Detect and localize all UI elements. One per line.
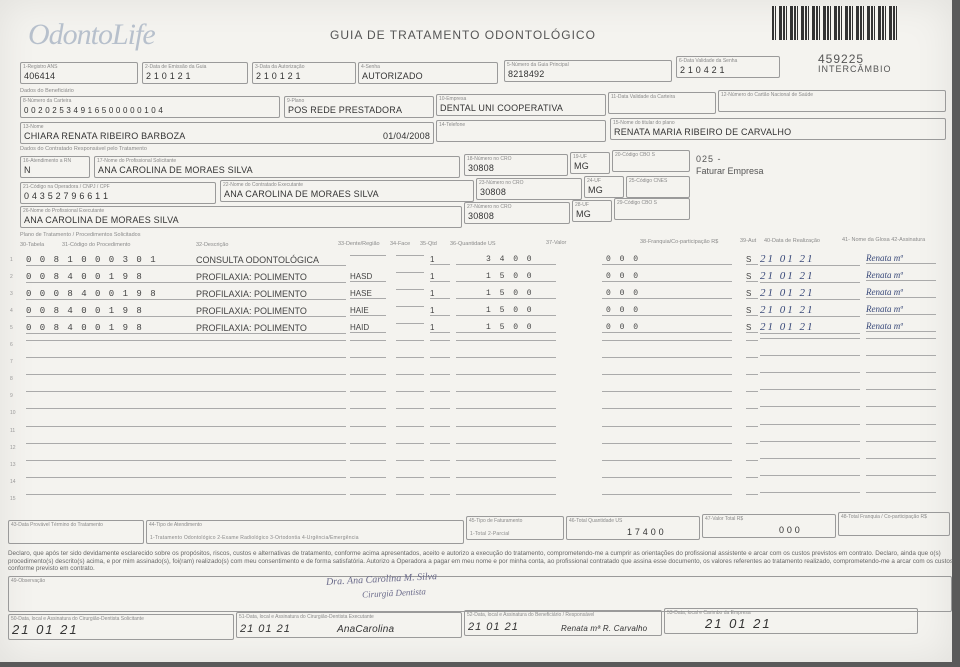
- assinatura-solicitante-field[interactable]: 50-Data, local e Assinatura do Cirurgião-Dentista Solicitante 21 01 21: [8, 614, 234, 640]
- cartao-nacional-field[interactable]: 12-Número do Cartão Nacional de Saúde: [718, 90, 946, 112]
- qtd-cell[interactable]: 1: [430, 306, 450, 316]
- cod-operadora-field[interactable]: 21-Código na Operadora / CNPJ / CPF 0 4 3 5 2 7 9 6 6 1 1: [20, 182, 216, 204]
- dente-regiao-cell[interactable]: [350, 426, 386, 427]
- procedure-code-cell[interactable]: 0 0 8 1 0 0 0 3 0 1: [26, 255, 196, 266]
- guia-principal-field[interactable]: 5-Número da Guia Principal 8218492: [504, 60, 672, 82]
- col-aut: 39-Aut: [740, 238, 757, 244]
- col-valor: 37-Valor: [546, 240, 567, 246]
- declaration-text: Declaro, que após ter sido devidamente esclarecido sobre os propósitos, riscos, custos e alternativas de tratamento, conforme acima apresentados, aceito e autorizo a execução do tratamento, comprometendo-me a cumprir as orientações do profissional assistente e arcar com os custos previstos em contrato. Declaro, ainda que o(s) procedimento(s) descrito(s) acima, e por mim assinado(s), foi(ram) realizado(s) com meu consentimento e de forma satisfatória. Autorizo a Operadora a pagar em meu nome e por minha conta, ao profissional contratado que assina esse documento, os valores referentes ao tratamento realizado, comprometendo-me a arcar com os custos conforme previsto em contrato.: [8, 550, 953, 572]
- assinatura-cell[interactable]: [866, 406, 936, 407]
- cro-solicitante-field[interactable]: 18-Número no CRO 30808: [464, 154, 568, 176]
- tipo-faturamento-field[interactable]: 45-Tipo de Faturamento 1-Total 2-Parcial: [466, 516, 564, 540]
- qtd-cell[interactable]: [430, 460, 450, 461]
- prof-solicitante-field[interactable]: 17-Nome do Profissional Solicitante ANA CAROLINA DE MORAES SILVA: [94, 156, 460, 178]
- titular-field[interactable]: 15-Nome do titular do plano RENATA MARIA RIBEIRO DE CARVALHO: [610, 118, 946, 140]
- description-cell[interactable]: CONSULTA ODONTOLÓGICA: [196, 255, 346, 266]
- description-cell[interactable]: [196, 374, 346, 375]
- description-cell[interactable]: [196, 426, 346, 427]
- row-number: 8: [10, 376, 13, 383]
- uf-solicitante-field[interactable]: 19-UF MG: [570, 152, 610, 174]
- contratado-executante-field[interactable]: 22-Nome do Contratado Executante ANA CAROLINA DE MORAES SILVA: [220, 180, 474, 202]
- face-cell[interactable]: [396, 340, 424, 341]
- dente-regiao-cell[interactable]: [350, 460, 386, 461]
- carimbo-empresa-field[interactable]: 53-Data, local e Carimbo da Empresa 21 01 21: [664, 608, 918, 634]
- page-title: GUIA DE TRATAMENTO ODONTOLÓGICO: [330, 28, 596, 42]
- data-realizacao-cell[interactable]: [760, 424, 860, 425]
- cbo-prof-executante-field[interactable]: 29-Código CBO S: [614, 198, 690, 220]
- procedure-code-cell[interactable]: 0 0 8 4 0 0 1 9 8: [26, 272, 196, 283]
- assinatura-cell[interactable]: [866, 458, 936, 459]
- section-contratado: Dados do Contratado Responsável pelo Tratamento: [20, 146, 147, 152]
- intercambio-label: INTERCÂMBIO: [818, 64, 892, 74]
- description-cell[interactable]: PROFILAXIA: POLIMENTO: [196, 306, 346, 317]
- row-number: 9: [10, 393, 13, 400]
- face-cell[interactable]: [396, 426, 424, 427]
- data-realizacao-cell[interactable]: [760, 492, 860, 493]
- assinatura-cell[interactable]: [866, 441, 936, 442]
- face-cell[interactable]: [396, 391, 424, 392]
- guide-number: 459225: [818, 52, 865, 66]
- dente-regiao-cell[interactable]: [350, 391, 386, 392]
- description-cell[interactable]: PROFILAXIA: POLIMENTO: [196, 272, 346, 283]
- qtd-us-cell[interactable]: 3 4 0 0: [456, 255, 556, 265]
- qtd-us-cell[interactable]: 1 5 0 0: [456, 289, 556, 299]
- row-number: 14: [10, 478, 16, 485]
- assinatura-cell[interactable]: Renata mª: [866, 253, 936, 264]
- qtd-us-cell[interactable]: [456, 391, 556, 392]
- aut-cell[interactable]: [746, 357, 758, 358]
- assinatura-beneficiario-field[interactable]: 52-Data, local e Assinatura do Beneficiário / Responsável 21 01 21 Renata mª R. Carvalho: [464, 610, 662, 636]
- dente-regiao-cell[interactable]: HAIE: [350, 306, 386, 316]
- procedure-code-cell[interactable]: [26, 391, 196, 392]
- data-realizacao-cell[interactable]: 21 01 21: [760, 253, 860, 266]
- aut-cell[interactable]: S: [746, 272, 758, 282]
- table-row: [10, 373, 940, 388]
- table-row: [10, 305, 940, 320]
- data-nascimento: 01/04/2008: [383, 131, 431, 141]
- plano-field[interactable]: 9-Plano POS REDE PRESTADORA: [284, 96, 434, 118]
- row-number: 10: [10, 410, 16, 417]
- table-row: [10, 339, 940, 354]
- qtd-cell[interactable]: 1: [430, 272, 450, 282]
- description-cell[interactable]: PROFILAXIA: POLIMENTO: [196, 323, 346, 334]
- dente-regiao-cell[interactable]: [350, 477, 386, 478]
- dente-regiao-cell[interactable]: [350, 255, 386, 256]
- face-cell[interactable]: [396, 289, 424, 290]
- description-cell[interactable]: [196, 357, 346, 358]
- aut-cell[interactable]: [746, 443, 758, 444]
- termino-field[interactable]: 43-Data Provável Término do Tratamento: [8, 520, 144, 544]
- data-realizacao-cell[interactable]: [760, 338, 860, 339]
- face-cell[interactable]: [396, 306, 424, 307]
- table-row: [10, 271, 940, 286]
- row-number: 1: [10, 257, 13, 263]
- table-row: [10, 288, 940, 303]
- assinatura-cell[interactable]: Renata mª: [866, 287, 936, 298]
- data-realizacao-cell[interactable]: [760, 355, 860, 356]
- aut-cell[interactable]: S: [746, 323, 758, 333]
- aut-cell[interactable]: [746, 391, 758, 392]
- odontolife-logo: OdontoLife: [28, 18, 155, 51]
- dente-regiao-cell[interactable]: [350, 443, 386, 444]
- dentist-stamp-name: Dra. Ana Carolina M. Silva: [325, 571, 438, 588]
- cbo-text: 025 -: [696, 154, 722, 164]
- procedure-code-cell[interactable]: 0 0 8 4 0 0 1 9 8: [26, 323, 196, 334]
- franquia-cell[interactable]: [602, 426, 732, 427]
- cbo-solicitante-field[interactable]: 20-Código CBO S: [612, 150, 690, 172]
- dente-regiao-cell[interactable]: HAID: [350, 323, 386, 333]
- telefone-field[interactable]: 14-Telefone: [436, 120, 606, 142]
- row-number: 12: [10, 444, 16, 451]
- prof-executante-field[interactable]: 26-Nome do Profissional Executante ANA CAROLINA DE MORAES SILVA: [20, 206, 462, 228]
- franquia-cell[interactable]: [602, 374, 732, 375]
- assinatura-cell[interactable]: Renata mª: [866, 321, 936, 332]
- col-tabela: 30-Tabela: [20, 242, 45, 248]
- assinatura-cell[interactable]: [866, 492, 936, 493]
- cro-prof-executante-field[interactable]: 27-Número no CRO 30808: [464, 202, 570, 224]
- franquia-cell[interactable]: [602, 443, 732, 444]
- data-realizacao-cell[interactable]: 21 01 21: [760, 287, 860, 300]
- assinatura-cell[interactable]: [866, 355, 936, 356]
- atendimento-rn-field[interactable]: 16-Atendimento a RN N: [20, 156, 90, 178]
- qtd-cell[interactable]: [430, 494, 450, 495]
- col-face: 34-Face: [390, 241, 411, 247]
- col-data-realizacao: 40-Data de Realização: [764, 238, 820, 244]
- procedure-code-cell[interactable]: [26, 357, 196, 358]
- aut-cell[interactable]: [746, 460, 758, 461]
- executante-signature: AnaCarolina: [337, 624, 395, 635]
- data-realizacao-cell[interactable]: [760, 475, 860, 476]
- description-cell[interactable]: [196, 391, 346, 392]
- description-cell[interactable]: [196, 460, 346, 461]
- total-us-field[interactable]: 46-Total Quantidade US 1 7 4 0 0: [566, 516, 700, 540]
- uf-prof-executante-field[interactable]: 28-UF MG: [572, 200, 612, 222]
- face-cell[interactable]: [396, 255, 424, 256]
- col-descricao: 32-Descrição: [196, 242, 229, 248]
- qtd-us-cell[interactable]: [456, 357, 556, 358]
- data-realizacao-cell[interactable]: 21 01 21: [760, 304, 860, 317]
- franquia-cell[interactable]: 0 0 0: [602, 272, 732, 282]
- qtd-us-cell[interactable]: 1 5 0 0: [456, 323, 556, 333]
- row-number: 3: [10, 291, 13, 298]
- col-dente: 33-Dente/Região: [338, 241, 380, 247]
- table-row: [10, 390, 940, 405]
- qtd-us-cell[interactable]: [456, 426, 556, 427]
- validade-carteira-field[interactable]: 11-Data Validade da Carteira: [608, 92, 716, 114]
- table-row: [10, 476, 940, 491]
- description-cell[interactable]: [196, 408, 346, 409]
- assinatura-executante-field[interactable]: 51-Data, local e Assinatura do Cirurgião-Dentista Executante 21 01 21 AnaCarolina: [236, 612, 462, 638]
- col-codigo: 31-Código do Procedimento: [62, 242, 131, 248]
- aut-cell[interactable]: [746, 408, 758, 409]
- qtd-cell[interactable]: 1: [430, 255, 450, 265]
- dentist-stamp-role: Cirurgiã Dentista: [361, 586, 427, 600]
- qtd-cell[interactable]: [430, 374, 450, 375]
- dente-regiao-cell[interactable]: [350, 374, 386, 375]
- description-cell[interactable]: PROFILAXIA: POLIMENTO: [196, 289, 346, 300]
- franquia-cell[interactable]: [602, 357, 732, 358]
- valor-total-field[interactable]: 47-Valor Total R$ 0 0 0: [702, 514, 836, 538]
- row-number: 5: [10, 325, 13, 332]
- table-row: [10, 356, 940, 371]
- qtd-cell[interactable]: [430, 391, 450, 392]
- description-cell[interactable]: [196, 477, 346, 478]
- dente-regiao-cell[interactable]: [350, 357, 386, 358]
- total-franquia-field[interactable]: 48-Total Franquia / Co-participação R$: [838, 512, 950, 536]
- assinatura-cell[interactable]: Renata mª: [866, 270, 936, 281]
- assinatura-cell[interactable]: Renata mª: [866, 304, 936, 315]
- observacao-field[interactable]: 49-Observação: [8, 576, 952, 612]
- data-realizacao-cell[interactable]: [760, 441, 860, 442]
- qtd-cell[interactable]: 1: [430, 323, 450, 333]
- registro-ans-field[interactable]: 1-Registro ANS 406414: [20, 62, 138, 84]
- row-number: 6: [10, 342, 13, 349]
- franquia-cell[interactable]: 0 0 0: [602, 289, 732, 299]
- description-cell[interactable]: [196, 340, 346, 341]
- face-cell[interactable]: [396, 408, 424, 409]
- assinatura-cell[interactable]: [866, 372, 936, 373]
- qtd-us-cell[interactable]: [456, 494, 556, 495]
- aut-cell[interactable]: [746, 426, 758, 427]
- table-row: [10, 442, 940, 457]
- face-cell[interactable]: [396, 477, 424, 478]
- data-emissao-field[interactable]: 2-Data de Emissão da Guia 2 1 0 1 2 1: [142, 62, 248, 84]
- franquia-cell[interactable]: 0 0 0: [602, 306, 732, 316]
- senha-field[interactable]: 4-Senha AUTORIZADO: [358, 62, 498, 84]
- aut-cell[interactable]: S: [746, 289, 758, 299]
- data-realizacao-cell[interactable]: 21 01 21: [760, 321, 860, 334]
- qtd-us-cell[interactable]: [456, 460, 556, 461]
- franquia-cell[interactable]: [602, 408, 732, 409]
- data-realizacao-cell[interactable]: [760, 389, 860, 390]
- data-realizacao-cell[interactable]: [760, 372, 860, 373]
- data-realizacao-cell[interactable]: [760, 406, 860, 407]
- row-number: 4: [10, 308, 13, 315]
- nome-field[interactable]: 13-Nome CHIARA RENATA RIBEIRO BARBOZA 01/04/2008: [20, 122, 434, 144]
- franquia-cell[interactable]: [602, 460, 732, 461]
- franquia-cell[interactable]: [602, 391, 732, 392]
- qtd-us-cell[interactable]: [456, 443, 556, 444]
- beneficiario-signature: Renata mª R. Carvalho: [561, 624, 648, 633]
- face-cell[interactable]: [396, 460, 424, 461]
- aut-cell[interactable]: [746, 374, 758, 375]
- procedure-code-cell[interactable]: [26, 443, 196, 444]
- dente-regiao-cell[interactable]: [350, 340, 386, 341]
- empresa-field[interactable]: 10-Empresa DENTAL UNI COOPERATIVA: [436, 94, 606, 116]
- row-number: 15: [10, 495, 16, 502]
- dente-regiao-cell[interactable]: [350, 494, 386, 495]
- assinatura-cell[interactable]: [866, 338, 936, 339]
- qtd-cell[interactable]: [430, 426, 450, 427]
- qtd-cell[interactable]: 1: [430, 289, 450, 299]
- qtd-cell[interactable]: [430, 477, 450, 478]
- assinatura-cell[interactable]: [866, 424, 936, 425]
- franquia-cell[interactable]: [602, 340, 732, 341]
- aut-cell[interactable]: [746, 477, 758, 478]
- aut-cell[interactable]: [746, 494, 758, 495]
- qtd-us-cell[interactable]: [456, 340, 556, 341]
- table-row: [10, 407, 940, 422]
- dente-regiao-cell[interactable]: HASE: [350, 289, 386, 299]
- qtd-cell[interactable]: [430, 408, 450, 409]
- tipo-atendimento-field[interactable]: 44-Tipo de Atendimento 1-Tratamento Odontológico 2-Exame Radiológico 3-Ortodontia 4-Urgência/Emergência: [146, 520, 464, 544]
- faturar-empresa: Faturar Empresa: [696, 166, 764, 176]
- row-number: 13: [10, 461, 16, 468]
- procedure-code-cell[interactable]: [26, 494, 196, 495]
- franquia-cell[interactable]: [602, 477, 732, 478]
- cro-executante-field[interactable]: 23-Número no CRO 30808: [476, 178, 582, 200]
- procedure-code-cell[interactable]: 0 0 0 8 4 0 0 1 9 8: [26, 289, 196, 300]
- qtd-us-cell[interactable]: 1 5 0 0: [456, 306, 556, 316]
- data-autorizacao-field[interactable]: 3-Data da Autorização 2 1 0 1 2 1: [252, 62, 356, 84]
- description-cell[interactable]: [196, 443, 346, 444]
- qtd-cell[interactable]: [430, 357, 450, 358]
- assinatura-cell[interactable]: [866, 475, 936, 476]
- qtd-us-cell[interactable]: [456, 477, 556, 478]
- uf-executante-field[interactable]: 24-UF MG: [584, 176, 624, 198]
- face-cell[interactable]: [396, 357, 424, 358]
- face-cell[interactable]: [396, 494, 424, 495]
- qtd-us-cell[interactable]: 1 5 0 0: [456, 272, 556, 282]
- franquia-cell[interactable]: 0 0 0: [602, 255, 732, 265]
- qtd-us-cell[interactable]: [456, 374, 556, 375]
- aut-cell[interactable]: S: [746, 255, 758, 265]
- col-franquia: 38-Franquia/Co-participação R$: [640, 239, 719, 245]
- data-realizacao-cell[interactable]: [760, 458, 860, 459]
- data-realizacao-cell[interactable]: 21 01 21: [760, 270, 860, 283]
- table-row: [10, 493, 940, 508]
- face-cell[interactable]: [396, 443, 424, 444]
- face-cell[interactable]: [396, 323, 424, 324]
- description-cell[interactable]: [196, 494, 346, 495]
- row-number: 7: [10, 359, 13, 366]
- aut-cell[interactable]: S: [746, 306, 758, 316]
- row-number: 2: [10, 274, 13, 281]
- qtd-cell[interactable]: [430, 443, 450, 444]
- assinatura-cell[interactable]: [866, 389, 936, 390]
- section-plano-tratamento: Plano de Tratamento / Procedimentos Solicitados: [20, 232, 141, 238]
- procedure-code-cell[interactable]: [26, 426, 196, 427]
- qtd-cell[interactable]: [430, 340, 450, 341]
- face-cell[interactable]: [396, 272, 424, 273]
- dente-regiao-cell[interactable]: HASD: [350, 272, 386, 282]
- cnes-field[interactable]: 25-Código CNES: [626, 176, 690, 198]
- dente-regiao-cell[interactable]: [350, 408, 386, 409]
- barcode: [772, 6, 898, 40]
- table-row: [10, 322, 940, 337]
- procedure-code-cell[interactable]: [26, 340, 196, 341]
- carteira-field[interactable]: 8-Número da Carteira 0 0 2 0 2 5 3 4 9 1 6 5 0 0 0 0 0 1 0 4: [20, 96, 280, 118]
- section-beneficiario: Dados do Beneficiário: [20, 88, 74, 94]
- row-number: 11: [10, 427, 16, 434]
- col-assinatura: 41- Nome da Glosa 42-Assinatura: [842, 237, 926, 243]
- aut-cell[interactable]: [746, 340, 758, 341]
- procedure-code-cell[interactable]: [26, 477, 196, 478]
- validade-senha-field[interactable]: 6-Data Validade da Senha 2 1 0 4 2 1: [676, 56, 780, 78]
- procedure-code-cell[interactable]: 0 0 8 4 0 0 1 9 8: [26, 306, 196, 317]
- procedure-code-cell[interactable]: [26, 460, 196, 461]
- table-row: [10, 459, 940, 474]
- col-qtd-us: 36-Quantidade US: [450, 241, 496, 247]
- table-row: [10, 254, 940, 269]
- col-qtd: 35-Qtd: [420, 241, 437, 247]
- face-cell[interactable]: [396, 374, 424, 375]
- franquia-cell[interactable]: 0 0 0: [602, 323, 732, 333]
- qtd-us-cell[interactable]: [456, 408, 556, 409]
- franquia-cell[interactable]: [602, 494, 732, 495]
- procedure-code-cell[interactable]: [26, 408, 196, 409]
- table-row: [10, 425, 940, 440]
- procedure-code-cell[interactable]: [26, 374, 196, 375]
